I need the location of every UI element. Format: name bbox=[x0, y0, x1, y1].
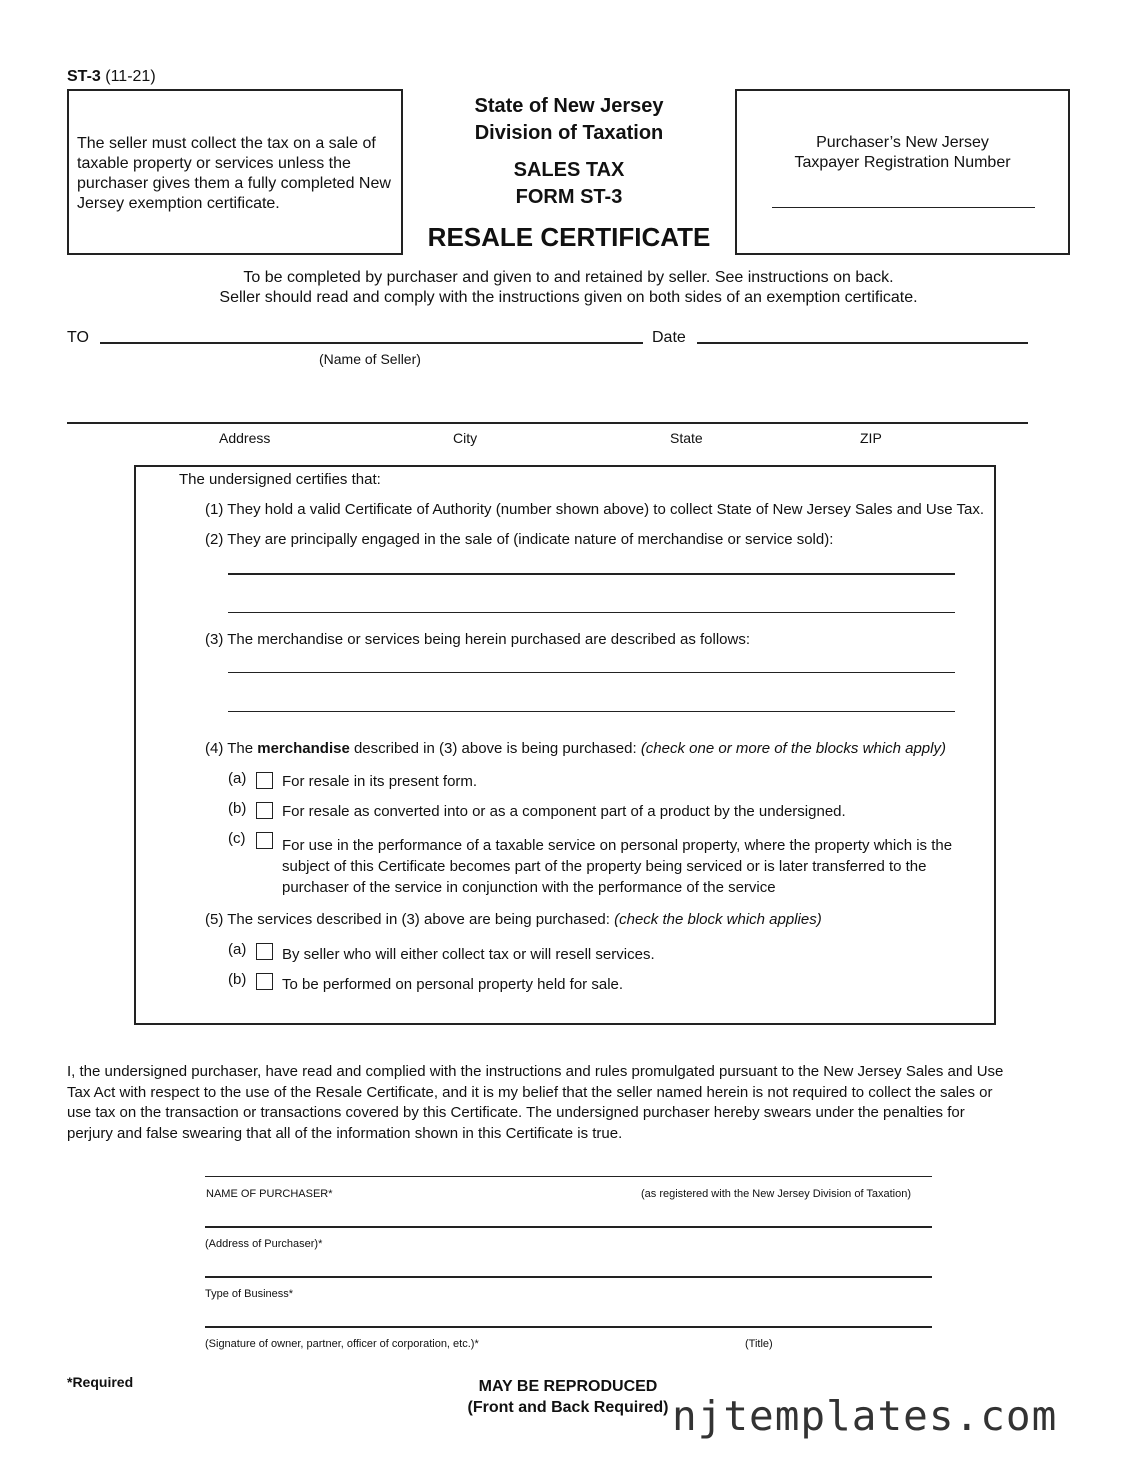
form-code: ST-3 bbox=[67, 68, 101, 85]
affirmation-line2: Tax Act with respect to the use of the Resale Certificate, and it is my belief that the seller named herein is not required to collect the sales or bbox=[67, 1083, 993, 1101]
purchaser-name-field[interactable] bbox=[205, 1176, 932, 1177]
purchase-description-line-2[interactable] bbox=[228, 711, 955, 712]
certification-item-2: (2) They are principally engaged in the sale of (indicate nature of merchandise or service sold): bbox=[205, 531, 834, 548]
item5-option-a-letter: (a) bbox=[228, 941, 247, 958]
item4-bold: merchandise bbox=[257, 740, 350, 757]
registration-label-line2: Taxpayer Registration Number bbox=[794, 154, 1011, 171]
purchase-description-line-1[interactable] bbox=[228, 672, 955, 673]
item4-option-a-checkbox[interactable] bbox=[256, 772, 273, 789]
business-type-field[interactable] bbox=[205, 1276, 932, 1278]
merchandise-sold-line-1[interactable] bbox=[228, 573, 955, 575]
registration-number-label bbox=[737, 133, 1068, 173]
seller-name-caption: (Name of Seller) bbox=[319, 351, 421, 367]
instructions-line2: Seller should read and comply with the instructions given on both sides of an exemption certificate. bbox=[219, 289, 918, 306]
instructions-line1: To be completed by purchaser and given to and retained by seller. See instructions on back. bbox=[243, 269, 894, 286]
form-type bbox=[410, 157, 728, 211]
item4-option-c-text bbox=[282, 835, 952, 898]
purchaser-address-label: (Address of Purchaser)* bbox=[205, 1238, 323, 1250]
item5-option-b-checkbox[interactable] bbox=[256, 973, 273, 990]
item4-option-c-line2: subject of this Certificate becomes part of the property being serviced or is later transferred to the bbox=[282, 858, 927, 875]
item4-option-c-line3: purchaser of the service in conjunction with the performance of the service bbox=[282, 879, 776, 896]
registration-label-line1: Purchaser’s New Jersey bbox=[816, 134, 989, 151]
date-label: Date bbox=[652, 329, 686, 346]
certification-item-5 bbox=[205, 911, 822, 928]
sales-tax-label: SALES TAX bbox=[513, 159, 625, 181]
item4-option-b-letter: (b) bbox=[228, 800, 247, 817]
certification-item-3: (3) The merchandise or services being herein purchased are described as follows: bbox=[205, 631, 751, 648]
item4-prefix: (4) The bbox=[205, 740, 258, 757]
state-name: State of New Jersey bbox=[474, 95, 664, 117]
seller-name-field[interactable] bbox=[100, 342, 643, 344]
certification-intro: The undersigned certifies that: bbox=[179, 471, 381, 488]
agency-header bbox=[410, 93, 728, 147]
signature-field[interactable] bbox=[205, 1326, 932, 1328]
certification-item-4 bbox=[205, 740, 946, 757]
item5-option-b-text: To be performed on personal property held for sale. bbox=[282, 976, 624, 993]
affirmation-line4: perjury and false swearing that all of the information shown in this Certificate is true. bbox=[67, 1124, 623, 1142]
required-note: *Required bbox=[67, 1374, 134, 1390]
date-field[interactable] bbox=[697, 342, 1028, 344]
purchaser-name-label: NAME OF PURCHASER* bbox=[206, 1188, 333, 1200]
business-type-label: Type of Business* bbox=[205, 1288, 294, 1300]
registration-number-box bbox=[735, 89, 1070, 255]
watermark: njtemplates.com bbox=[672, 1392, 1058, 1440]
form-id bbox=[67, 68, 156, 86]
item4-option-a-letter: (a) bbox=[228, 770, 247, 787]
item5-option-a-text: By seller who will either collect tax or will resell services. bbox=[282, 946, 655, 963]
item4-option-b-text: For resale as converted into or as a component part of a product by the undersigned. bbox=[282, 803, 846, 820]
reproduce-line1: MAY BE REPRODUCED bbox=[478, 1378, 658, 1395]
city-caption: City bbox=[453, 430, 478, 446]
item4-option-c-letter: (c) bbox=[228, 830, 246, 847]
affirmation-paragraph bbox=[67, 1062, 1003, 1144]
item4-option-b-checkbox[interactable] bbox=[256, 802, 273, 819]
item5-prefix: (5) The services described in (3) above are being purchased: bbox=[205, 911, 615, 928]
page-title: RESALE CERTIFICATE bbox=[427, 222, 711, 252]
form-revision: (11-21) bbox=[105, 68, 156, 85]
signature-label: (Signature of owner, partner, officer of corporation, etc.)* bbox=[205, 1338, 479, 1350]
reproduce-line2: (Front and Back Required) bbox=[467, 1399, 669, 1416]
affirmation-line1: I, the undersigned purchaser, have read and complied with the instructions and rules promulgated pursuant to the New Jersey Sales and Use bbox=[67, 1063, 1004, 1080]
item5-italic: (check the block which applies) bbox=[614, 911, 822, 928]
affirmation-line3: use tax on the transaction or transactions covered by this Certificate. The undersigned purchaser hereby swears under the penalties for bbox=[67, 1104, 965, 1121]
division-name: Division of Taxation bbox=[474, 122, 664, 144]
instructions bbox=[67, 268, 1070, 308]
to-label: TO bbox=[67, 329, 89, 346]
merchandise-sold-line-2[interactable] bbox=[228, 612, 955, 613]
item4-mid: described in (3) above is being purchased: bbox=[349, 740, 641, 757]
item4-italic: (check one or more of the blocks which apply) bbox=[640, 740, 946, 757]
certification-item-1: (1) They hold a valid Certificate of Authority (number shown above) to collect State of New Jersey Sales and Use Tax. bbox=[205, 501, 984, 518]
seller-address-field[interactable] bbox=[67, 422, 1028, 424]
purchaser-name-note: (as registered with the New Jersey Division of Taxation) bbox=[641, 1188, 912, 1200]
registration-number-field[interactable] bbox=[772, 207, 1035, 208]
state-caption: State bbox=[670, 430, 703, 446]
seller-notice-text: The seller must collect the tax on a sale of taxable property or services unless the purchaser gives them a fully completed New Jersey exemption certificate. bbox=[77, 135, 391, 212]
title-label: (Title) bbox=[745, 1338, 773, 1350]
form-number: FORM ST-3 bbox=[515, 186, 623, 208]
item4-option-a-text: For resale in its present form. bbox=[282, 773, 478, 790]
seller-notice-box bbox=[67, 89, 403, 255]
item4-option-c-line1: For use in the performance of a taxable service on personal property, where the property which is the bbox=[282, 837, 953, 854]
item5-option-a-checkbox[interactable] bbox=[256, 943, 273, 960]
item4-option-c-checkbox[interactable] bbox=[256, 832, 273, 849]
zip-caption: ZIP bbox=[860, 430, 882, 446]
address-caption: Address bbox=[219, 430, 271, 446]
purchaser-address-field[interactable] bbox=[205, 1226, 932, 1228]
item5-option-b-letter: (b) bbox=[228, 971, 247, 988]
